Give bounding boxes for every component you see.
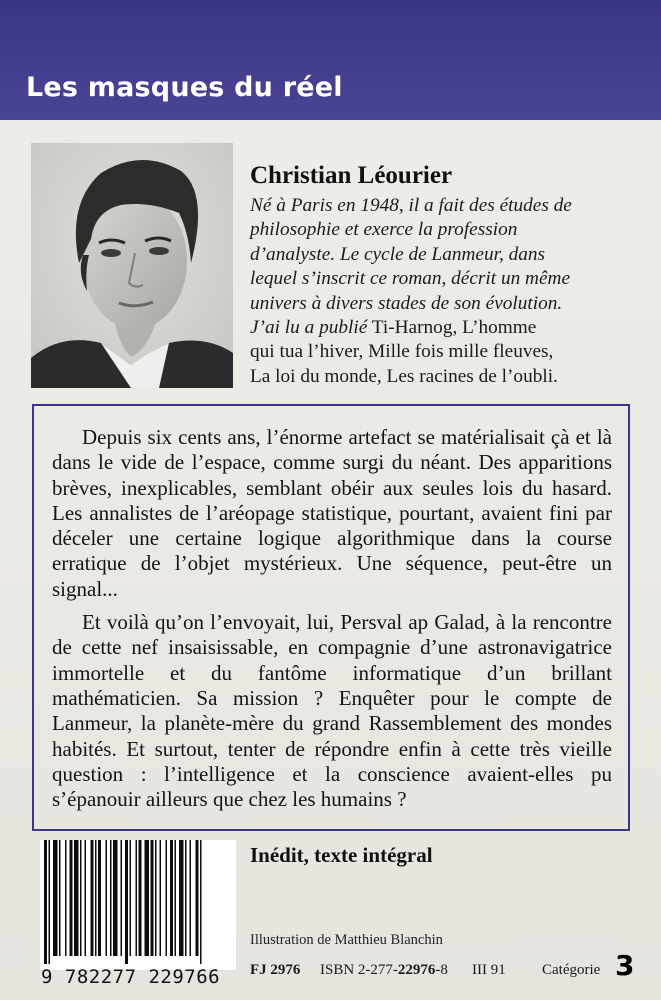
barcode-bar — [85, 840, 87, 956]
isbn-barcode — [40, 840, 236, 970]
bio-line: lequel s’inscrit ce roman, décrit un même — [250, 268, 571, 290]
illustration-credit: Illustration de Matthieu Blanchin — [250, 932, 443, 948]
blurb-paragraph: Depuis six cents ans, l’énorme artefact se matérialisait çà et là dans le vide de l’espace, comme surgi du néant. Des apparitions brèves, inexplicables, semblant obéir aux seules lois du hasard. Les annalistes de l’aréopage statistique, pourtant, avaient fini par déceler une certaine logique algorithmique dans la course erratique de l’objet mystérieux. Une séquence, peut-être un signal... — [52, 425, 612, 601]
barcode-bar — [113, 840, 118, 956]
barcode-bar — [200, 840, 202, 964]
series-title: Les masques du réel — [26, 72, 343, 103]
barcode-bar — [139, 840, 142, 956]
barcode-bar — [185, 840, 187, 956]
blurb-text — [52, 425, 612, 812]
barcode-bar — [70, 840, 73, 956]
barcode-bar — [160, 840, 162, 956]
barcode-bar — [170, 840, 173, 956]
barcode-bar — [166, 840, 168, 956]
bio-line: J’ai lu a publié Ti-Harnog, L’homme — [250, 317, 537, 339]
barcode-bar — [110, 840, 112, 956]
barcode-bar — [65, 840, 67, 956]
barcode-bar — [151, 840, 154, 956]
barcode-digits: 9 782277 229766 — [41, 966, 221, 988]
category-number: 3 — [615, 949, 635, 982]
barcode-bar — [91, 840, 94, 956]
bio-line: univers à divers stades de son évolution. — [250, 292, 563, 314]
barcode-bar — [74, 840, 79, 956]
barcode-bar — [98, 840, 101, 956]
barcode-bar — [59, 840, 61, 956]
barcode-bar — [49, 840, 51, 964]
bio-line: d’analyste. Le cycle de Lanmeur, dans — [250, 243, 546, 265]
barcode-bar — [80, 840, 82, 956]
barcode-bar — [136, 840, 138, 956]
blurb-paragraph: Et voilà qu’on l’envoyait, lui, Persval ap Galad, à la rencontre de cette nef insaisissable, en compagnie d’une astronavigatrice immortelle et du fantôme informatique d’un brillant mathématicien. Sa mission ? Enquêter pour le compte de Lanmeur, la planète-mère du grand Rassemblement des mondes habités. Et surtout, tenter de répondre enfin à cette très vieille question : l’intelligence et la conscience avaient-elles pu s’épanouir ailleurs que chez les humains ? — [52, 610, 612, 812]
barcode-bar — [44, 840, 47, 964]
barcode-bar — [121, 840, 123, 956]
isbn-number: ISBN 2-277-22976-8 — [320, 962, 448, 978]
bio-line: qui tua l’hiver, Mille fois mille fleuves, — [250, 341, 554, 363]
author-portrait-photo — [31, 143, 233, 388]
barcode-bar — [125, 840, 128, 964]
barcode-bar — [190, 840, 192, 956]
barcode-bar — [155, 840, 157, 956]
category-label: Catégorie — [542, 962, 601, 978]
barcode-bar — [95, 840, 97, 956]
barcode-bar — [145, 840, 150, 956]
edition-label: Inédit, texte intégral — [250, 843, 433, 867]
barcode-bar — [196, 840, 199, 956]
barcode-bar — [175, 840, 177, 956]
author-name: Christian Léourier — [250, 162, 453, 189]
publisher-footer — [250, 949, 640, 986]
catalog-code: FJ 2976 — [250, 962, 301, 978]
bio-line: philosophie et exerce la profession — [250, 219, 518, 241]
bio-line: Né à Paris en 1948, il a fait des études de — [250, 195, 572, 216]
barcode-bar — [130, 840, 132, 956]
author-bio — [250, 194, 640, 389]
barcode-bar — [179, 840, 184, 956]
print-date: III 91 — [472, 962, 506, 978]
bio-line: La loi du monde, Les racines de l’oubli. — [250, 365, 558, 387]
barcode-bar — [106, 840, 108, 956]
barcode-bar — [53, 840, 58, 956]
